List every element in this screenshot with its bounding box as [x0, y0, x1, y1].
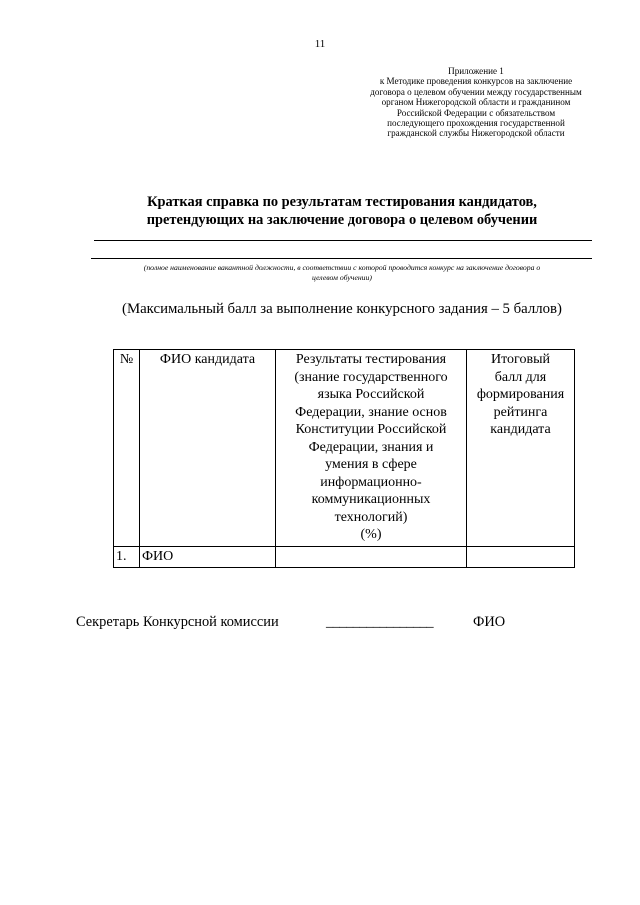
header-text-line: балл для: [494, 369, 547, 385]
appendix-line: Российской Федерации с обязательством: [396, 107, 556, 118]
header-text-line: Результаты тестирования: [295, 352, 447, 367]
appendix-line: гражданской службы Нижегородской области: [387, 128, 565, 139]
appendix-title: Приложение 1: [448, 66, 504, 76]
signature-line: ________________: [326, 614, 434, 630]
cell-test-results: [276, 547, 467, 568]
position-caption-line: (полное наименование вакантной должности, в соответствии с которой проводится конкурс на заключение договора о: [143, 263, 541, 272]
position-caption: [88, 263, 596, 283]
secretary-label: Секретарь Конкурсной комиссии: [76, 614, 279, 630]
header-text-line: формирования: [476, 387, 565, 402]
appendix-line: органом Нижегородской области и гражданином: [381, 97, 571, 108]
position-fill-line: [91, 258, 592, 259]
table-header-row: [114, 350, 575, 547]
header-text-line: (знание государственного: [294, 369, 448, 385]
header-candidate-name: ФИО кандидата: [140, 350, 276, 547]
header-text-line: Конституции Российской: [295, 422, 447, 437]
appendix-line: к Методике проведения конкурсов на заключение: [379, 76, 573, 87]
header-number: №: [114, 350, 140, 547]
document-title-line: Краткая справка по результатам тестирования кандидатов,: [147, 194, 537, 210]
header-text-line: (%): [360, 527, 382, 542]
header-text-line: рейтинга: [493, 404, 548, 420]
cell-number: 1.: [114, 547, 140, 568]
appendix-line: последующего прохождения государственной: [387, 118, 565, 129]
position-caption-line: целевом обучении): [312, 273, 372, 282]
header-text-line: Федерации, знание основ: [295, 404, 447, 420]
header-final-score: [467, 350, 575, 547]
position-fill-line: [94, 240, 592, 241]
page-number: 11: [314, 38, 326, 50]
table-row: [114, 547, 575, 568]
header-text-line: Итоговый: [491, 352, 550, 367]
header-text-line: информационно-: [320, 474, 422, 490]
appendix-block: [360, 66, 592, 139]
results-table: [113, 349, 575, 568]
secretary-name: ФИО: [473, 614, 506, 630]
header-test-results: [276, 350, 467, 547]
header-text-line: Федерации, знания и: [308, 439, 434, 455]
cell-candidate-name: ФИО: [140, 547, 276, 568]
header-text-line: языка Российской: [317, 387, 425, 402]
appendix-line: договора о целевом обучении между государственным: [370, 86, 582, 97]
document-title: [110, 193, 574, 229]
header-text-line: умения в сфере: [325, 457, 417, 472]
max-score-note: (Максимальный балл за выполнение конкурсного задания – 5 баллов): [122, 301, 562, 317]
header-text-line: коммуникационных: [311, 492, 431, 507]
cell-final-score: [467, 547, 575, 568]
header-text-line: технологий): [334, 509, 408, 525]
document-title-line: претендующих на заключение договора о целевом обучении: [146, 212, 538, 228]
header-text-line: кандидата: [490, 422, 551, 437]
